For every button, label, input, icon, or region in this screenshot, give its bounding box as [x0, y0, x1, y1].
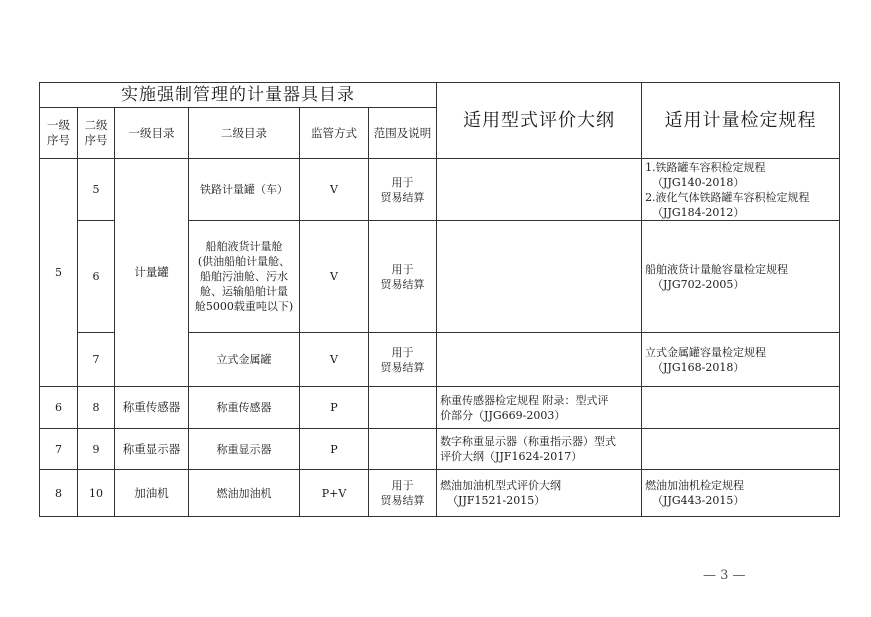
cell-text: 评价大纲（JJF1624-2017） [440, 450, 583, 463]
verification-cell [642, 333, 840, 387]
cell-text: 船舶污油舱、污水 [200, 270, 288, 283]
cell-text: 数字称重显示器（称重指示器）型式 [440, 435, 617, 448]
level2-number-cell: 5 [78, 159, 115, 221]
cell-text: 称重传感器检定规程 附录：型式评 [440, 393, 609, 407]
supervision-cell: V [300, 333, 369, 387]
level1-catalog-cell: 称重显示器 [115, 429, 189, 470]
level2-number-cell: 8 [78, 387, 115, 429]
table-row [40, 387, 840, 429]
cell-text: 立式金属罐 [216, 353, 272, 366]
cell-text: 舱、运输船舶计量 [200, 285, 288, 298]
header-text: 序号 [84, 133, 108, 147]
verification-cell [642, 387, 840, 429]
cell-text: 用于 [391, 175, 414, 189]
cell-text: 燃油加油机 [216, 486, 272, 500]
cell-text: 燃油加油机检定规程 [645, 479, 745, 492]
header-verification-regulation: 适用计量检定规程 [642, 83, 840, 159]
header-text: 序号 [47, 133, 70, 147]
level2-catalog-cell [189, 159, 300, 221]
verification-cell [642, 221, 840, 333]
cell-text: （JJG184-2012） [652, 205, 745, 219]
level1-number-cell: 5 [40, 159, 78, 387]
table-row [40, 429, 840, 470]
level2-catalog-cell [189, 333, 300, 387]
page-number: — 3 — [703, 568, 746, 583]
cell-text: 贸易结算 [380, 494, 425, 507]
cell-text: 铁路计量罐（车） [200, 183, 288, 196]
cell-text: (供油船舶计量舱、 [197, 255, 291, 268]
level1-number-cell: 8 [40, 470, 78, 517]
cell-text: 贸易结算 [380, 277, 425, 291]
cell-text: 用于 [391, 479, 414, 492]
cell-text: 1.铁路罐车容积检定规程 [645, 160, 766, 174]
table-row [40, 159, 840, 221]
cell-text: 2.液化气体铁路罐车容积检定规程 [645, 190, 810, 204]
level2-number-cell: 7 [78, 333, 115, 387]
type-evaluation-cell [437, 159, 642, 221]
cell-text: 用于 [391, 345, 414, 359]
level2-catalog-cell [189, 429, 300, 470]
level1-catalog-cell: 加油机 [115, 470, 189, 517]
measuring-instruments-table [39, 82, 840, 517]
supervision-cell: P [300, 429, 369, 470]
header-text: 一级 [47, 118, 70, 132]
cell-text: （JJG140-2018） [652, 175, 745, 189]
level1-number-cell: 6 [40, 387, 78, 429]
level2-catalog-cell [189, 387, 300, 429]
header-type-evaluation: 适用型式评价大纲 [437, 83, 642, 159]
cell-text: 用于 [391, 262, 414, 276]
cell-text: （JJG443-2015） [652, 494, 745, 507]
cell-text: （JJG702-2005） [652, 277, 745, 291]
level1-catalog-cell: 计量罐 [115, 159, 189, 387]
cell-text: 价部分（JJG669-2003） [440, 408, 566, 422]
level2-catalog-cell [189, 221, 300, 333]
level2-number-cell: 6 [78, 221, 115, 333]
verification-cell [642, 470, 840, 517]
scope-cell [369, 159, 437, 221]
table-title: 实施强制管理的计量器具目录 [40, 83, 437, 108]
type-evaluation-cell [437, 387, 642, 429]
header-level2-catalog: 二级目录 [189, 108, 300, 159]
level2-number-cell: 9 [78, 429, 115, 470]
verification-cell [642, 429, 840, 470]
verification-cell [642, 159, 840, 221]
cell-text: 称重显示器 [216, 442, 272, 456]
type-evaluation-cell [437, 429, 642, 470]
scope-cell [369, 221, 437, 333]
type-evaluation-cell [437, 470, 642, 517]
scope-cell [369, 470, 437, 517]
cell-text: 称重传感器 [216, 401, 272, 414]
supervision-cell: P [300, 387, 369, 429]
cell-text: 舱5000载重吨以下) [194, 300, 294, 313]
cell-text: 贸易结算 [380, 190, 425, 204]
type-evaluation-cell [437, 221, 642, 333]
header-level1-number [40, 108, 78, 159]
cell-text: 船舶液货计量舱 [205, 240, 283, 253]
scope-cell [369, 387, 437, 429]
supervision-cell: V [300, 159, 369, 221]
level1-catalog-cell: 称重传感器 [115, 387, 189, 429]
supervision-cell: P+V [300, 470, 369, 517]
cell-text: 立式金属罐容量检定规程 [645, 345, 767, 359]
cell-text: （JJF1521-2015） [447, 494, 546, 507]
level2-catalog-cell [189, 470, 300, 517]
header-level2-number [78, 108, 115, 159]
cell-text: 燃油加油机型式评价大纲 [440, 479, 562, 492]
type-evaluation-cell [437, 333, 642, 387]
supervision-cell: V [300, 221, 369, 333]
cell-text: 贸易结算 [380, 360, 425, 374]
header-text: 二级 [84, 118, 108, 132]
header-scope: 范围及说明 [369, 108, 437, 159]
level1-number-cell: 7 [40, 429, 78, 470]
cell-text: 船舶液货计量舱容量检定规程 [645, 262, 789, 276]
table-row [40, 470, 840, 517]
scope-cell [369, 333, 437, 387]
scope-cell [369, 429, 437, 470]
cell-text: （JJG168-2018） [652, 360, 745, 374]
header-level1-catalog: 一级目录 [115, 108, 189, 159]
level2-number-cell: 10 [78, 470, 115, 517]
header-supervision-mode: 监管方式 [300, 108, 369, 159]
